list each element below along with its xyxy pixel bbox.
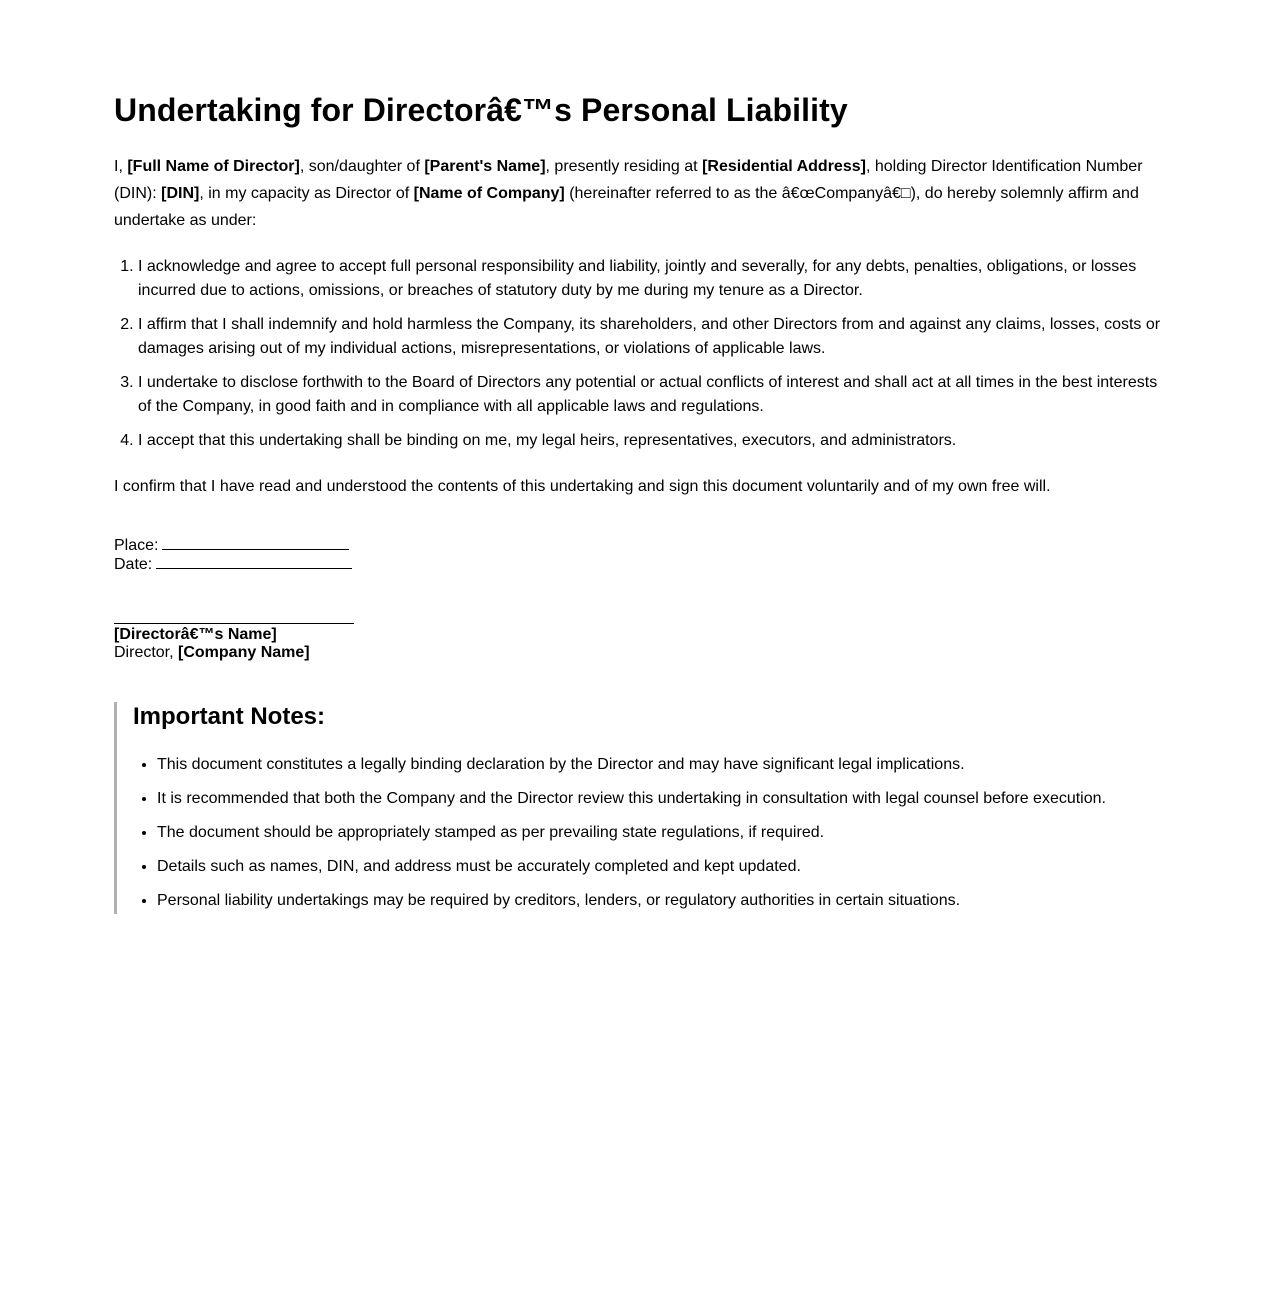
intro-text: , holding Director Identification Number (DIN):	[114, 158, 1143, 202]
director-name-placeholder: [Full Name of Director]	[127, 158, 300, 175]
note-item: • The document should be appropriately stamped as per prevailing state regulations, if required.	[157, 821, 1164, 845]
clause-item: 2. I affirm that I shall indemnify and hold harmless the Company, its shareholders, and other Directors from and against any claims, losses, costs or damages arising out of my individual actions, misrepresentations, or violations of applicable laws.	[138, 313, 1164, 361]
intro-text: , in my capacity as Director of	[199, 185, 414, 202]
signatory-company: [Company Name]	[178, 644, 310, 661]
note-item: • It is recommended that both the Company and the Director review this undertaking in consultation with legal counsel before execution.	[157, 787, 1164, 811]
clause-item: 4. I accept that this undertaking shall be binding on me, my legal heirs, representatives, executors, and administrators.	[138, 429, 1164, 453]
signature-block	[114, 626, 1164, 662]
intro-text: (hereinafter referred to as the â€œCompanyâ€□), do hereby solemnly affirm and undertake as under:	[114, 185, 1139, 229]
din-placeholder: [DIN]	[161, 185, 200, 202]
undertaking-clauses	[114, 255, 1164, 453]
notes-list	[133, 753, 1164, 913]
company-placeholder: [Name of Company]	[413, 185, 565, 202]
place-blank-line	[162, 536, 349, 550]
address-placeholder: [Residential Address]	[702, 158, 866, 175]
date-blank-line	[156, 555, 352, 569]
note-item: • Details such as names, DIN, and address must be accurately completed and kept updated.	[157, 855, 1164, 879]
clause-item: 3. I undertake to disclose forthwith to the Board of Directors any potential or actual conflicts of interest and shall act at all times in the best interests of the Company, in good faith and in compliance with all applicable laws and regulations.	[138, 371, 1164, 419]
signature-line	[114, 623, 354, 624]
parent-name-placeholder: [Parent's Name]	[424, 158, 546, 175]
signatory-name: [Directorâ€™s Name]	[114, 626, 277, 643]
signatory-role	[114, 644, 1164, 662]
intro-text: I,	[114, 158, 128, 175]
notes-heading: Important Notes:	[133, 703, 325, 730]
intro-paragraph	[114, 153, 1164, 234]
date-row	[114, 555, 1164, 574]
intro-text: , presently residing at	[545, 158, 703, 175]
date-label: Date:	[114, 556, 153, 573]
signatory-role-prefix: Director,	[114, 644, 179, 661]
note-item: • This document constitutes a legally binding declaration by the Director and may have significant legal implications.	[157, 753, 1164, 777]
document-title: Undertaking for Directorâ€™s Personal Liability	[114, 92, 848, 128]
confirmation-statement: I confirm that I have read and understood the contents of this undertaking and sign this document voluntarily and of my own free will.	[114, 478, 1051, 495]
clause-item: 1. I acknowledge and agree to accept full personal responsibility and liability, jointly and severally, for any debts, penalties, obligations, or losses incurred due to actions, omissions, or breaches of statutory duty by me during my tenure as a Director.	[138, 255, 1164, 303]
place-date-block	[114, 536, 1164, 574]
important-notes-box	[114, 702, 1164, 914]
place-row	[114, 536, 1164, 555]
place-label: Place:	[114, 537, 159, 554]
note-item: • Personal liability undertakings may be required by creditors, lenders, or regulatory authorities in certain situations.	[157, 889, 1164, 913]
intro-text: , son/daughter of	[299, 158, 425, 175]
